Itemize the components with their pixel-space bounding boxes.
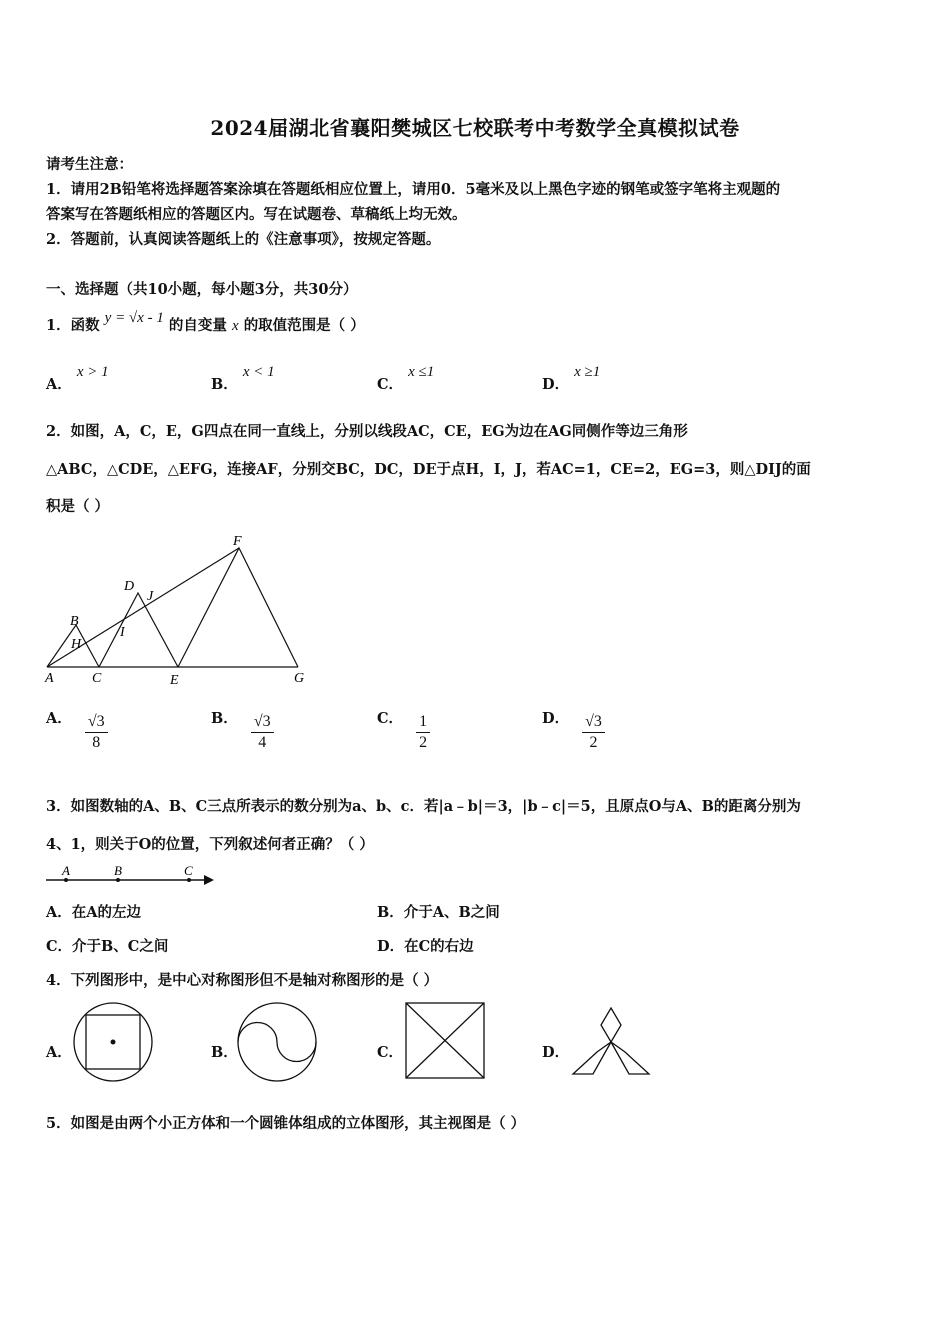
- q4-option-b[interactable]: B．: [211, 1044, 238, 1061]
- q4-stem: 4．下列图形中，是中心对称图形但不是轴对称图形的是（ ）: [46, 972, 439, 989]
- q3-option-d[interactable]: D．在C的右边: [377, 938, 474, 955]
- q3-number-line: [44, 860, 219, 890]
- q2-label-j: J: [147, 589, 154, 604]
- q1-variable: x: [231, 318, 239, 334]
- q3-point-a: [64, 878, 68, 882]
- q2-option-b-label: B．: [211, 710, 238, 727]
- q4-figure-taiji: [234, 1001, 322, 1085]
- q2-option-b-frac: [251, 713, 274, 752]
- q2-option-d-num: √3: [582, 713, 605, 733]
- q1-suffix-a: 的自变量: [168, 317, 227, 334]
- q3-line-1: 3．如图数轴的A、B、C三点所表示的数分别为a、b、c．若|a﹣b|＝3，|b﹣c|＝5，且原点O与A、B的距离分别为: [46, 798, 801, 815]
- q4-option-a[interactable]: A．: [46, 1044, 72, 1061]
- q1-option-b-math: x < 1: [242, 364, 275, 380]
- q1-option-c-label: C．: [377, 376, 404, 393]
- q3-option-a[interactable]: A．在A的左边: [46, 904, 142, 921]
- q2-label-i: I: [120, 625, 125, 640]
- q2-option-d[interactable]: [542, 710, 605, 752]
- q3-point-b: [116, 878, 120, 882]
- q2-label-b: B: [70, 614, 79, 629]
- q2-option-c-label: C．: [377, 710, 404, 727]
- section-heading: 一、选择题（共10小题，每小题3分，共30分）: [46, 281, 358, 298]
- q2-option-a-label: A．: [46, 710, 72, 727]
- q1-option-a[interactable]: [46, 364, 109, 394]
- q3-point-c: [187, 878, 191, 882]
- q1-option-c[interactable]: [377, 364, 435, 394]
- q4-figure-square-x: [402, 1000, 488, 1082]
- q2-option-b-num: √3: [251, 713, 274, 733]
- q2-triangle-cde: [99, 593, 178, 667]
- q4-figure-circle-square: [70, 1001, 158, 1085]
- q3-label-a: A: [62, 863, 70, 878]
- q2-option-c[interactable]: [377, 710, 430, 752]
- q2-line-1: 2．如图，A，C，E，G四点在同一直线上，分别以线段AC，CE，EG为边在AG同侧作等边三角形: [46, 423, 688, 440]
- q2-line-3: 积是（ ）: [46, 498, 110, 515]
- q1-option-d-label: D．: [542, 376, 570, 393]
- q1-suffix-b: 的取值范围是（ ）: [243, 317, 365, 334]
- notice-line-1b: 答案写在答题纸相应的答题区内。写在试题卷、草稿纸上均无效。: [46, 206, 467, 223]
- q4-figure-three-rhombi: [568, 1002, 660, 1082]
- q1-option-b[interactable]: [211, 364, 275, 394]
- page-title: 2024届湖北省襄阳樊城区七校联考中考数学全真模拟试卷: [210, 116, 740, 140]
- q2-option-d-label: D．: [542, 710, 570, 727]
- q2-label-a: A: [45, 671, 54, 686]
- q2-label-g: G: [294, 671, 305, 686]
- q2-option-d-den: 2: [589, 734, 598, 751]
- q3-label-b: B: [114, 863, 122, 878]
- q2-label-f: F: [233, 534, 242, 549]
- q2-label-c: C: [92, 671, 102, 686]
- q2-option-a-frac: [85, 713, 108, 752]
- q2-triangle-figure: [40, 530, 320, 690]
- q2-option-c-num: 1: [416, 713, 430, 733]
- notice-heading: 请考生注意：: [46, 156, 133, 173]
- q2-option-a[interactable]: [46, 710, 108, 752]
- q5-stem: 5．如图是由两个小正方体和一个圆锥体组成的立体图形，其主视图是（ ）: [46, 1115, 526, 1132]
- q2-option-d-frac: [582, 713, 605, 752]
- q1-function: y = √x - 1: [104, 310, 164, 326]
- q2-option-a-den: 8: [92, 734, 101, 751]
- q1-option-d-math: x ≥1: [574, 364, 601, 380]
- q1-stem: [46, 310, 365, 335]
- q1-option-d[interactable]: [542, 364, 601, 394]
- q3-option-b[interactable]: B．介于A、B之间: [377, 904, 500, 921]
- q4-option-c[interactable]: C．: [377, 1044, 404, 1061]
- q3-axis-arrow: [204, 875, 214, 885]
- notice-line-2: 2．答题前，认真阅读答题纸上的《注意事项》，按规定答题。: [46, 231, 441, 248]
- q1-option-a-math: x > 1: [76, 364, 109, 380]
- q2-label-e: E: [170, 673, 179, 688]
- q1-prefix: 1．函数: [46, 317, 100, 334]
- q3-line-2: 4、1，则关于O的位置，下列叙述何者正确？（ ）: [46, 836, 374, 853]
- q1-option-a-label: A．: [46, 376, 72, 393]
- q2-label-d: D: [124, 579, 135, 594]
- q2-option-b-den: 4: [258, 734, 267, 751]
- q3-option-c[interactable]: C．介于B、C之间: [46, 938, 169, 955]
- q2-line-2: △ABC，△CDE，△EFG，连接AF，分别交BC，DC，DE于点H，I，J，若AC=1，CE=2，EG=3，则△DIJ的面: [46, 461, 811, 478]
- q2-option-c-frac: [416, 713, 430, 752]
- q2-option-b[interactable]: [211, 710, 274, 752]
- q2-option-a-num: √3: [85, 713, 108, 733]
- q4-option-d[interactable]: D．: [542, 1044, 570, 1061]
- notice-line-1: 1．请用2B铅笔将选择题答案涂填在答题纸相应位置上，请用0．5毫米及以上黑色字迹的钢笔或签字笔将主观题的: [46, 181, 781, 198]
- q2-triangle-efg: [178, 548, 298, 667]
- q1-option-b-label: B．: [211, 376, 238, 393]
- q1-option-c-math: x ≤1: [408, 364, 435, 380]
- q2-label-h: H: [71, 637, 82, 652]
- q2-option-c-den: 2: [419, 734, 428, 751]
- q3-label-c: C: [184, 863, 193, 878]
